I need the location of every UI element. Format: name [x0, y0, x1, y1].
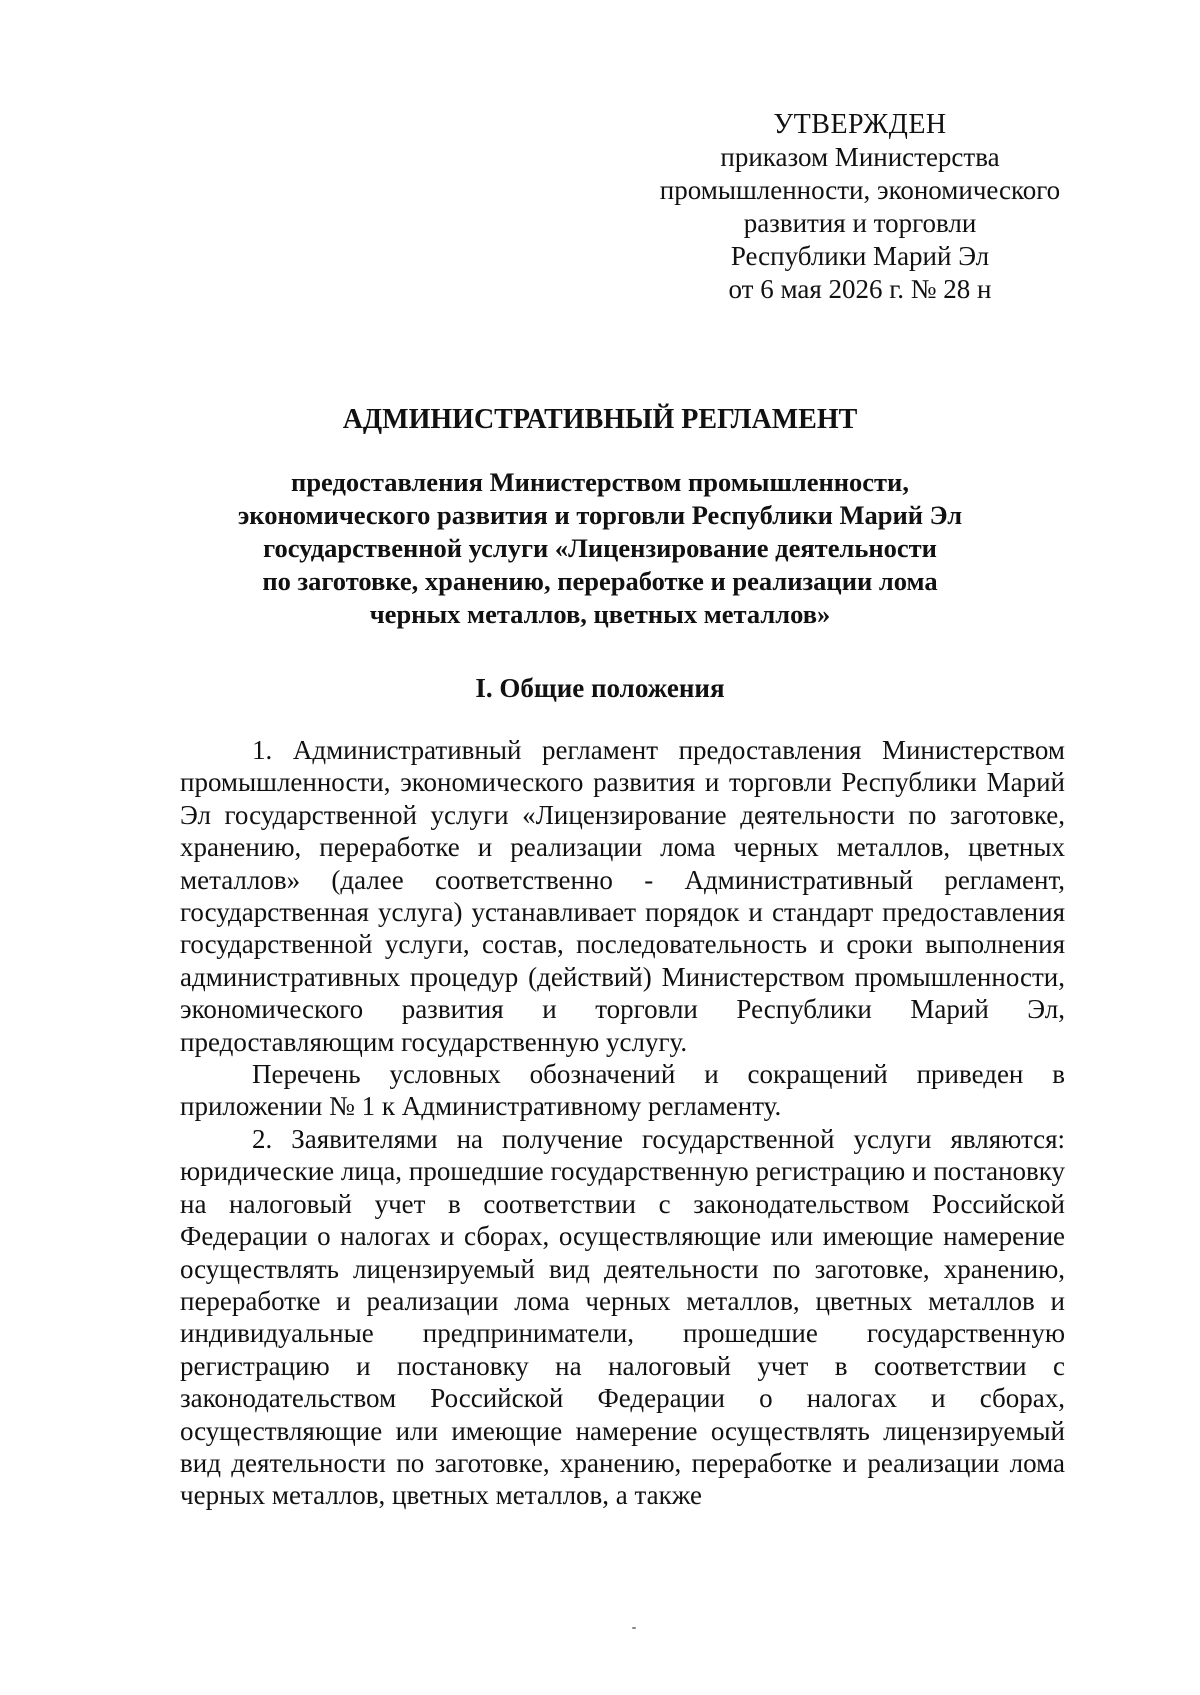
- subtitle-line: государственной услуги «Лицензирование деятельности: [263, 533, 937, 563]
- subtitle-line: предоставления Министерством промышленности,: [291, 467, 909, 497]
- approval-line: приказом Министерства: [720, 142, 1000, 172]
- subtitle-line: черных металлов, цветных металлов»: [369, 599, 831, 629]
- scan-corner-mark: [48, 1668, 58, 1672]
- section-heading: I. Общие положения: [475, 673, 725, 703]
- approval-heading: УТВЕРЖДЕН: [773, 109, 947, 140]
- approval-line: развития и торговли: [743, 208, 977, 238]
- document-subtitle: [160, 466, 1040, 631]
- approval-stamp-block: [640, 108, 1080, 306]
- paragraph-2: Перечень условных обозначений и сокращений приведен в приложении № 1 к Административному регламенту.: [180, 1059, 1065, 1122]
- document-body: [180, 734, 1065, 1512]
- scan-speck: [632, 1627, 636, 1629]
- document-title: АДМИНИСТРАТИВНЫЙ РЕГЛАМЕНТ: [342, 404, 858, 435]
- approval-date-line: от 6 мая 2026 г. № 28 н: [728, 274, 992, 304]
- approval-line: промышленности, экономического: [659, 175, 1061, 205]
- subtitle-line: экономического развития и торговли Республики Марий Эл: [237, 500, 963, 530]
- paragraph-3: 2. Заявителями на получение государственной услуги являются: юридические лица, прошедшие государственную регистрацию и постановку на налоговый учет в соответствии с законодательством Российской Федерации о налогах и сборах, осуществляющие или имеющие намерение осуществлять лицензируемый вид деятельности по заготовке, хранению, переработке и реализации лома черных металлов, цветных металлов и индивидуальные предприниматели, прошедшие государственную регистрацию и постановку на налоговый учет в соответствии с законодательством Российской Федерации о налогах и сборах, осуществляющие или имеющие намерение осуществлять лицензируемый вид деятельности по заготовке, хранению, переработке и реализации лома черных металлов, цветных металлов, а также: [180, 1123, 1065, 1511]
- paragraph-1: 1. Административный регламент предоставления Министерством промышленности, экономического развития и торговли Республики Марий Эл государственной услуги «Лицензирование деятельности по заготовке, хранению, переработке и реализации лома черных металлов, цветных металлов» (далее соответственно - Административный регламент, государственная услуга) устанавливает порядок и стандарт предоставления государственной услуги, состав, последовательность и сроки выполнения административных процедур (действий) Министерством промышленности, экономического развития и торговли Республики Марий Эл, предоставляющим государственную услугу.: [180, 735, 1065, 1057]
- approval-line: Республики Марий Эл: [730, 241, 990, 271]
- subtitle-line: по заготовке, хранению, переработке и реализации лома: [262, 566, 938, 596]
